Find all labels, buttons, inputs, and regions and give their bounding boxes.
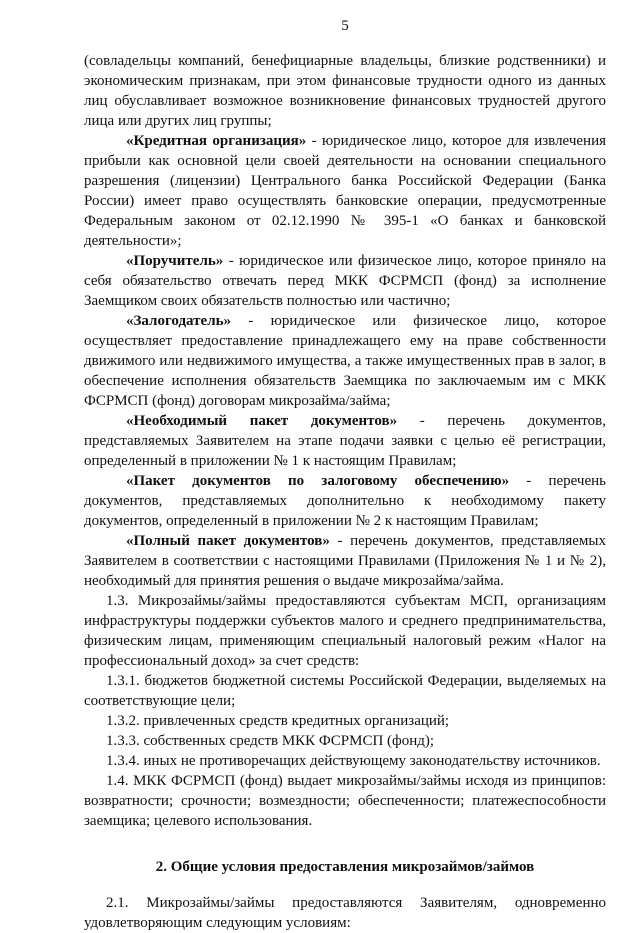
definition-required-package [84,411,606,471]
definition-text: - перечень документов, представляемых Заявителем в соответствии с настоящими Правилами (Приложения № 1 и № 2), необходимый для принятия решения о выдаче микрозайма/займа. [84,533,606,589]
paragraph-group-criteria: (совладельцы компаний, бенефициарные владельцы, близкие родственники) и экономическим признакам, при этом финансовые трудности одного из данных лиц обуславливает возможное возникновение финансовых трудностей другого лица или других лиц группы; [84,53,606,129]
paragraph-1-4: 1.4. МКК ФСРМСП (фонд) выдает микрозаймы/займы исходя из принципов: возвратности; срочности; возмездности; обеспеченности; платежеспособности заемщика; целевого использования. [84,773,606,829]
paragraph-2-1: 2.1. Микрозаймы/займы предоставляются Заявителям, одновременно удовлетворяющим следующим условиям: [84,895,606,931]
definition-text: - перечень документов, представляемых Заявителем на этапе подачи заявки с целью её регистрации, определенный в приложении № 1 к настоящим Правилам; [84,413,606,469]
section-title: 2. Общие условия предоставления микрозаймов/займов [155,859,535,875]
definition-text: - юридическое или физическое лицо, которое приняло на себя обязательство отвечать перед МКК ФСРМСП (фонд) за исполнение Заемщиком своих обязательств полностью или частично; [84,253,606,309]
definition-text: - юридическое или физическое лицо, которое осуществляет предоставление принадлежащего ему на праве собственности движимого или недвижимого имущества, а также имущественных прав в залог, в обеспечение исполнения обязательств Заемщика по заключаемым им с МКК ФСРМСП (фонд) договорам микрозайма/займа; [84,313,606,409]
term-required-package: «Необходимый пакет документов» [126,413,398,429]
definition-credit-organization [84,131,606,251]
definition-full-package [84,531,606,591]
paragraph-1-3-3: 1.3.3. собственных средств МКК ФСРМСП (фонд); [106,733,435,749]
spacer [84,831,606,841]
term-credit-organization: «Кредитная организация» [126,133,307,149]
term-pledger: «Залогодатель» [126,313,232,329]
definition-guarantor [84,251,606,311]
term-full-package: «Полный пакет документов» [126,533,330,549]
definition-pledger [84,311,606,411]
term-collateral-package: «Пакет документов по залоговому обеспечению» [126,473,510,489]
paragraph-1-3: 1.3. Микрозаймы/займы предоставляются субъектам МСП, организациям инфраструктуры поддержки субъектов малого и среднего предпринимательства, физическим лицам, применяющим специальный налоговый режим «Налог на профессиональный доход» за счет средств: [84,593,606,669]
definition-collateral-package [84,471,606,531]
page-number: 5 [341,18,349,34]
paragraph-1-3-4: 1.3.4. иных не противоречащих действующему законодательству источников. [106,753,601,769]
paragraph-1-3-1: 1.3.1. бюджетов бюджетной системы Российской Федерации, выделяемых на соответствующие цели; [84,673,606,709]
definition-text: - перечень документов, представляемых дополнительно к необходимому пакету документов, определенный в приложении № 2 к настоящим Правилам; [84,473,606,529]
paragraph-1-3-2: 1.3.2. привлеченных средств кредитных организаций; [106,713,450,729]
document-page [84,16,606,933]
definition-text: - юридическое лицо, которое для извлечения прибыли как основной цели своей деятельности на основании специального разрешения (лицензии) Центрального банка Российской Федерации (Банка России) имеет право осуществлять банковские операции, предусмотренные Федеральным законом от 02.12.1990 № 395-1 «О банках и банковской деятельности»; [84,133,606,249]
term-guarantor: «Поручитель» [126,253,224,269]
